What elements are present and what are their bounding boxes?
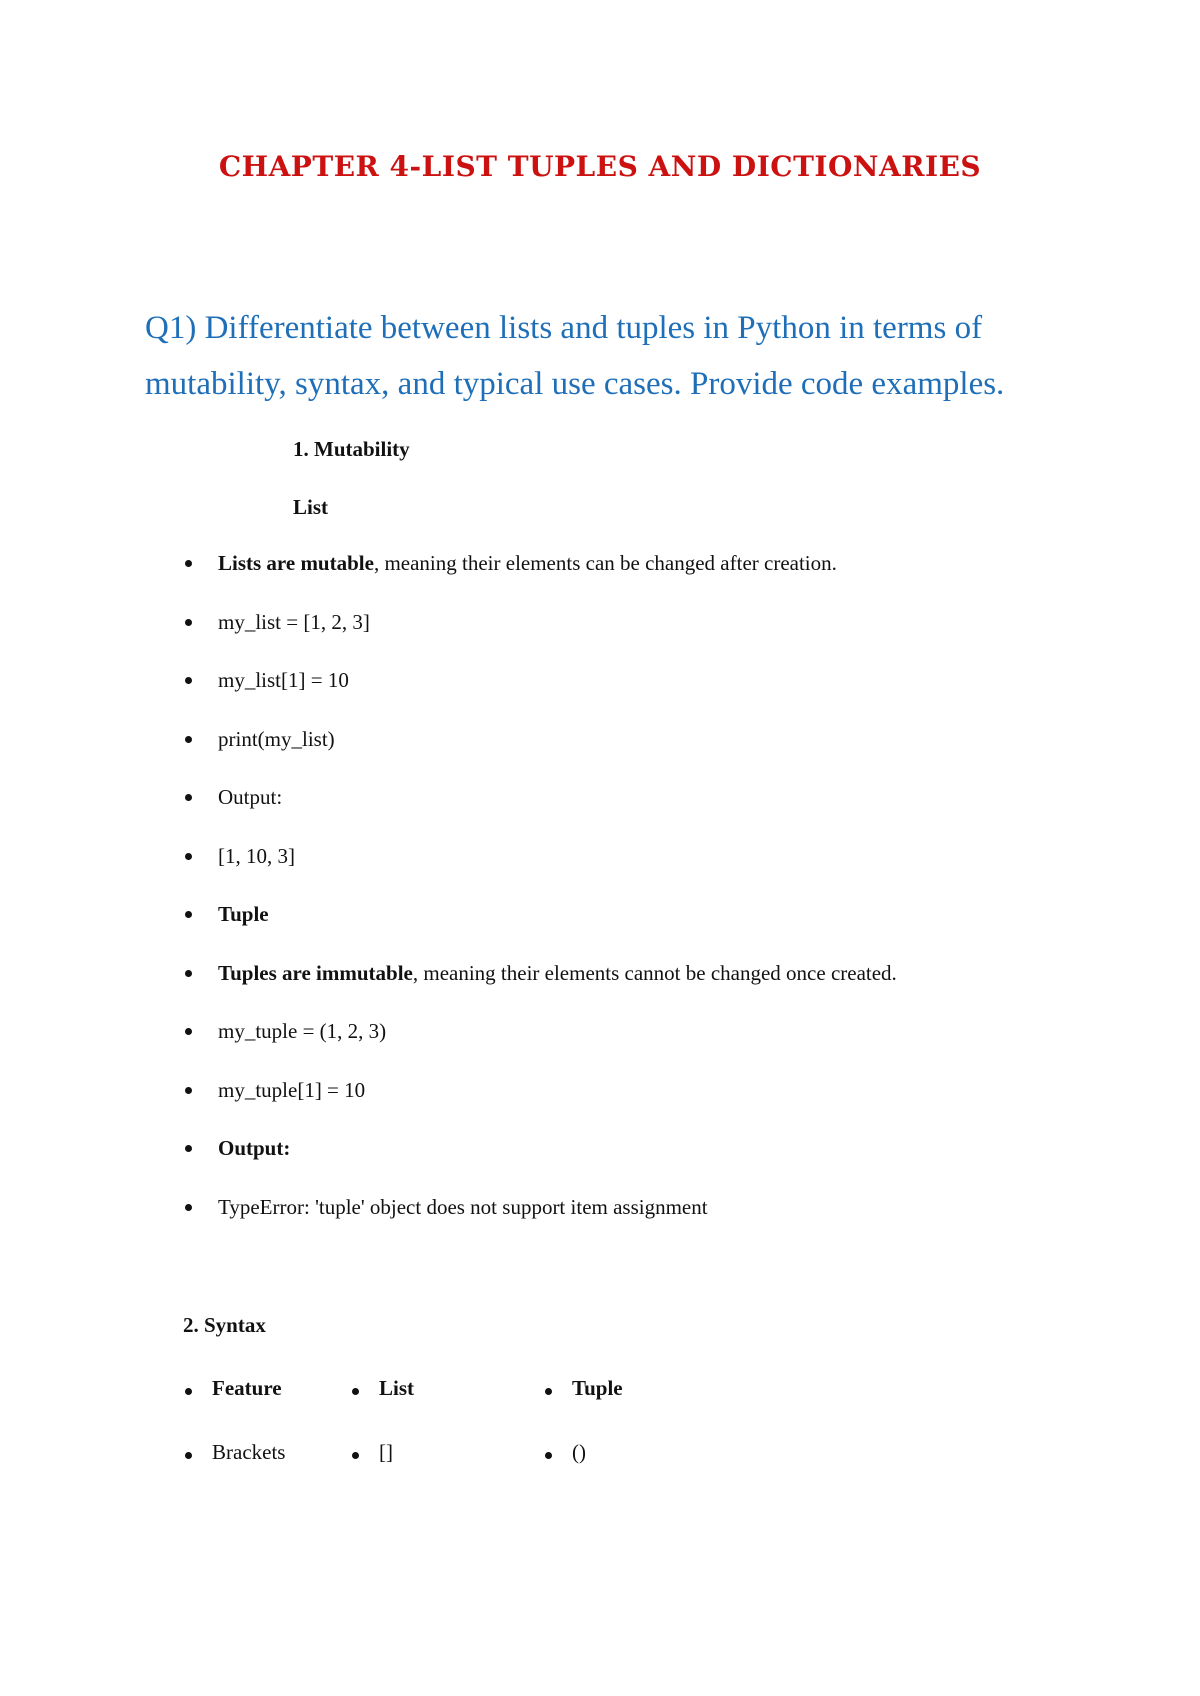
list-item: my_list = [1, 2, 3] — [185, 607, 897, 666]
list-item: Lists are mutable, meaning their elements can be changed after creation. — [185, 548, 897, 607]
list-item: print(my_list) — [185, 724, 897, 783]
syntax-cell: () — [545, 1440, 586, 1465]
subheading-list: List — [293, 495, 329, 519]
bullet-icon — [185, 677, 192, 684]
bullet-icon — [185, 970, 192, 977]
bullet-icon — [185, 911, 192, 918]
list-item: my_tuple[1] = 10 — [185, 1075, 897, 1134]
section-heading-syntax: 2. Syntax — [183, 1313, 266, 1337]
bullet-icon — [185, 1204, 192, 1211]
bullet-icon — [352, 1388, 359, 1395]
list-item: TypeError: 'tuple' object does not support item assignment — [185, 1192, 897, 1251]
mutability-bullet-list — [185, 548, 897, 1250]
section-heading-mutability: 1. Mutability — [293, 437, 410, 461]
bullet-icon — [185, 794, 192, 801]
list-item: Output: — [185, 1133, 897, 1192]
bullet-icon — [185, 1028, 192, 1035]
syntax-cell: List — [352, 1376, 414, 1401]
syntax-cell: Tuple — [545, 1376, 623, 1401]
bullet-icon — [185, 1452, 192, 1459]
question-text: Q1) Differentiate between lists and tuples in Python in terms of mutability, syntax, and typical use cases. Provide code examples. — [145, 310, 1005, 402]
bullet-icon — [545, 1388, 552, 1395]
bullet-icon — [185, 736, 192, 743]
syntax-cell: [] — [352, 1440, 393, 1465]
syntax-cell: Brackets — [185, 1440, 285, 1465]
list-item: Output: — [185, 782, 897, 841]
chapter-title: CHAPTER 4-LIST TUPLES AND DICTIONARIES — [218, 150, 982, 183]
bullet-icon — [185, 1388, 192, 1395]
bullet-icon — [352, 1452, 359, 1459]
list-item: Tuple — [185, 899, 897, 958]
list-item: [1, 10, 3] — [185, 841, 897, 900]
bullet-icon — [185, 1087, 192, 1094]
bullet-icon — [185, 1145, 192, 1152]
bullet-icon — [185, 560, 192, 567]
bullet-icon — [185, 853, 192, 860]
bullet-icon — [185, 619, 192, 626]
syntax-cell: Feature — [185, 1376, 282, 1401]
list-item: my_list[1] = 10 — [185, 665, 897, 724]
bullet-icon — [545, 1452, 552, 1459]
list-item: Tuples are immutable, meaning their elements cannot be changed once created. — [185, 958, 897, 1017]
list-item: my_tuple = (1, 2, 3) — [185, 1016, 897, 1075]
